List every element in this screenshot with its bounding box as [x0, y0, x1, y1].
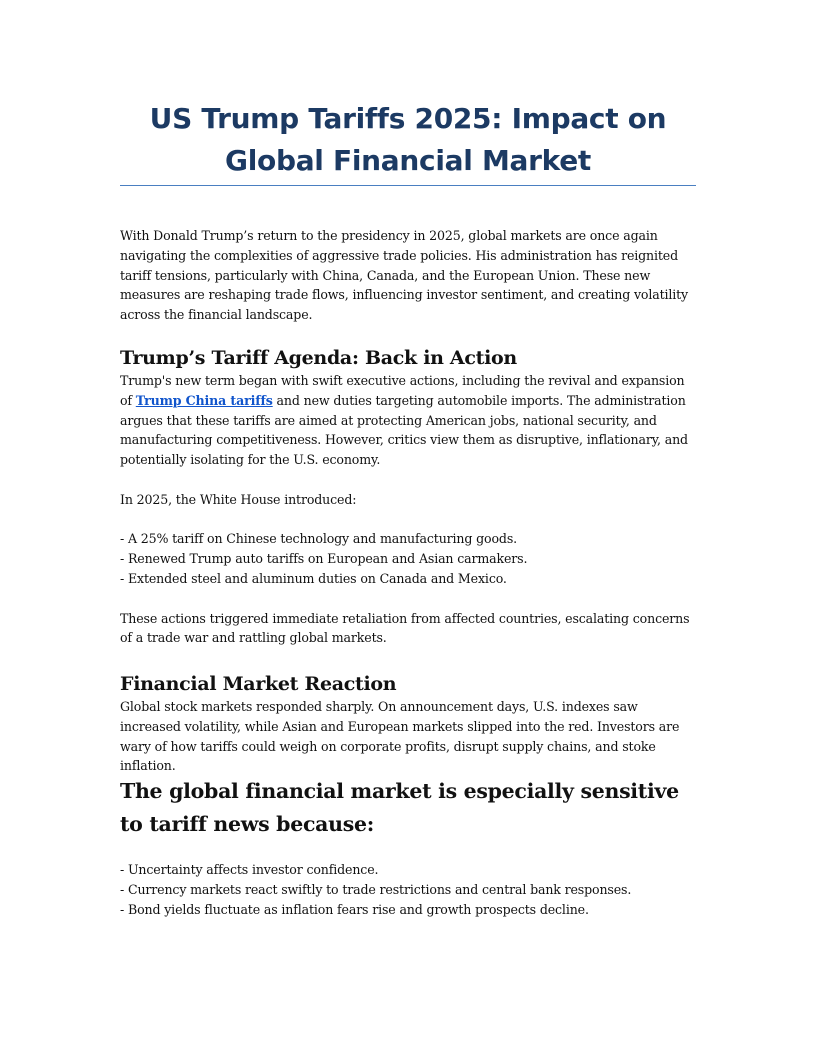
section-heading-tariff-agenda: Trump’s Tariff Agenda: Back in Action	[120, 347, 517, 369]
intro-block	[120, 226, 700, 325]
section-market-sensitivity	[120, 775, 700, 919]
title-divider	[120, 185, 696, 186]
list-item: - A 25% tariff on Chinese technology and manufacturing goods.	[120, 531, 517, 547]
list-item: - Extended steel and aluminum duties on Canada and Mexico.	[120, 570, 507, 586]
list-item: - Uncertainty affects investor confidence.	[120, 862, 379, 877]
list-item: - Currency markets react swiftly to trade restrictions and central bank responses.	[120, 881, 632, 897]
white-house-intro-paragraph: In 2025, the White House introduced:	[120, 491, 357, 507]
sensitivity-reasons-list	[120, 860, 700, 919]
list-item: - Bond yields fluctuate as inflation fears rise and growth prospects decline.	[120, 901, 589, 917]
section-heading-market-sensitivity: The global financial market is especially sensitive to tariff news because:	[120, 779, 679, 836]
document-title	[120, 98, 696, 182]
section-tariff-agenda	[120, 345, 700, 648]
section-heading-market-reaction: Financial Market Reaction	[120, 673, 397, 695]
title-line-1: US Trump Tariffs 2025: Impact on	[149, 102, 667, 135]
market-reaction-paragraph: Global stock markets responded sharply. On announcement days, U.S. indexes saw increased volatility, while Asian and European markets slipped into the red. Investors are wary of how tariffs could weigh on corporate profits, disrupt supply chains, and stoke inflation.	[120, 699, 680, 774]
tariff-agenda-paragraph	[120, 371, 700, 470]
list-item: - Renewed Trump auto tariffs on European and Asian carmakers.	[120, 551, 528, 567]
section-market-reaction	[120, 671, 700, 776]
intro-paragraph: With Donald Trump’s return to the presidency in 2025, global markets are once again navigating the complexities of aggressive trade policies. His administration has reignited tariff tensions, particularly with China, Canada, and the European Union. These new measures are reshaping trade flows, influencing investor sentiment, and creating volatility across the financial landscape.	[120, 228, 689, 323]
tariff-measures-list	[120, 529, 700, 588]
paragraph-text-after-link: and new duties targeting automobile imports. The administration argues that these tariffs are aimed at protecting American jobs, national security, and manufacturing competitiveness. However, critics view them as disruptive, inflationary, and potentially isolating for the U.S. economy.	[120, 392, 688, 468]
retaliation-paragraph: These actions triggered immediate retaliation from affected countries, escalating concerns of a trade war and rattling global markets.	[120, 610, 690, 646]
title-line-2: Global Financial Market	[225, 144, 591, 177]
trump-china-tariffs-link[interactable]: Trump China tariffs	[135, 392, 273, 408]
paragraph-text-before-link: Trump's new term began with swift executive actions, including the revival and expansion of	[120, 373, 685, 408]
